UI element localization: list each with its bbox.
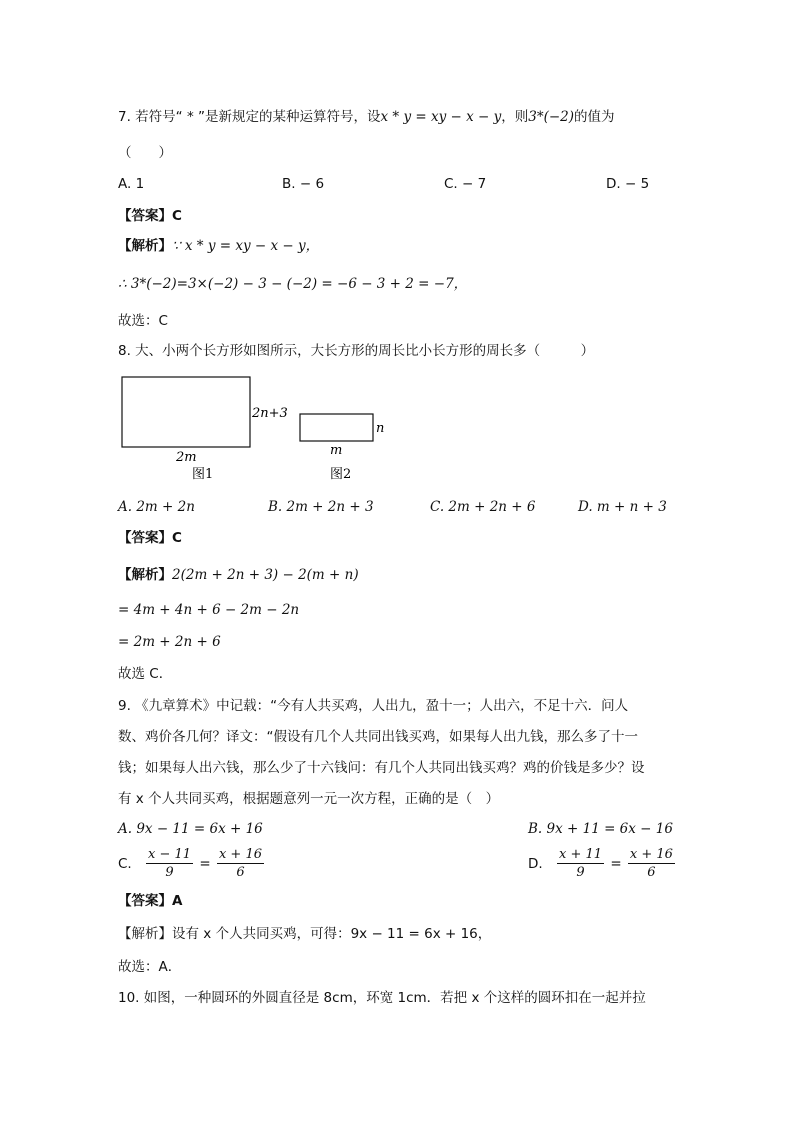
q8-option-c xyxy=(430,497,535,517)
q7-option-c: C. − 7 xyxy=(444,176,487,192)
q9-option-b: B. 9x + 11 = 6x − 16 xyxy=(528,821,673,837)
fraction-numerator: x + 16 xyxy=(218,847,262,862)
big-bottom-label: 2m xyxy=(176,450,197,465)
q8-analysis-label: 【解析】 xyxy=(118,567,172,583)
q7-stem-expr: x * y = xy − x − y xyxy=(380,109,502,125)
q9-line-1: 9. 《九章算术》中记载：“今有人共买鸡，人出九，盈十一；人出六，不足十六．问人 xyxy=(118,698,629,714)
equals-sign: = xyxy=(199,855,211,872)
small-caption: 图2 xyxy=(330,467,352,482)
fraction-denominator: 9 xyxy=(165,865,174,880)
fraction-denominator: 9 xyxy=(576,865,585,880)
q8-option-c-text: C. 2m + 2n + 6 xyxy=(430,499,536,515)
q8-answer: 【答案】C xyxy=(118,530,182,546)
q7-option-a: A. 1 xyxy=(118,176,145,192)
q7-option-b: B. − 6 xyxy=(282,176,325,192)
fraction-numerator: x − 11 xyxy=(148,847,192,862)
q8-option-d xyxy=(578,497,667,517)
q8-figure xyxy=(116,372,416,482)
q8-analysis-1 xyxy=(118,565,359,585)
q7-answer: 【答案】C xyxy=(118,208,182,224)
q7-analysis-label: 【解析】 xyxy=(118,238,172,254)
q9-option-c-right-fraction xyxy=(217,846,264,881)
q9-option-d-label: D. xyxy=(528,855,543,872)
q7-analysis-2: ∴ 3*(−2)=3×(−2) − 3 − (−2) = −6 − 3 + 2 = −7， xyxy=(118,276,468,292)
q8-stem: 8. 大、小两个长方形如图所示，大长方形的周长比小长方形的周长多（ ） xyxy=(118,343,595,359)
q7-analysis-1 xyxy=(118,236,319,256)
q7-paren: （ ） xyxy=(118,145,172,161)
small-bottom-label: m xyxy=(330,443,343,458)
q7-stem-suffix: 的值为 xyxy=(574,109,615,125)
q9-line-3: 钱；如果每人出六钱，那么少了十六钱问：有几个人共同出钱买鸡？鸡的价钱是多少？设 xyxy=(118,760,645,776)
q8-option-d-text: D. m + n + 3 xyxy=(578,499,667,515)
big-caption: 图1 xyxy=(192,467,214,482)
q9-line-4: 有 x 个人共同买鸡，根据题意列一元一次方程，正确的是（ ） xyxy=(118,791,500,807)
q9-line-2: 数、鸡价各几何？译文：“假设有几个人共同出钱买鸡，如果每人出九钱，那么多了十一 xyxy=(118,729,638,745)
q8-analysis-3: = 2m + 2n + 6 xyxy=(118,634,221,650)
q7-stem xyxy=(118,107,615,127)
q9-conclusion: 故选：A． xyxy=(118,959,182,975)
q10-line-1: 10. 如图，一种圆环的外圆直径是 8cm，环宽 1cm．若把 x 个这样的圆环扣在一起并拉 xyxy=(118,990,646,1006)
small-side-label: n xyxy=(376,421,385,436)
q8-analysis-expr: 2(2m + 2n + 3) − 2(m + n) xyxy=(172,567,359,583)
q7-analysis-expr: ∵ x * y = xy − x − y， xyxy=(172,238,320,254)
q9-option-c-left-fraction xyxy=(146,846,193,881)
q9-option-d-left-fraction xyxy=(557,846,604,881)
q8-option-b-text: B. 2m + 2n + 3 xyxy=(268,499,374,515)
q9-option-c xyxy=(118,846,264,881)
q7-option-d: D. − 5 xyxy=(606,176,650,192)
q9-option-d-right-fraction xyxy=(628,846,675,881)
q7-stem-prefix: 7. 若符号“ * ”是新规定的某种运算符号，设 xyxy=(118,109,381,125)
big-side-label: 2n+3 xyxy=(252,406,288,421)
q9-option-d xyxy=(528,846,675,881)
fraction-numerator: x + 11 xyxy=(558,847,603,862)
q8-analysis-2: = 4m + 4n + 6 − 2m − 2n xyxy=(118,602,300,618)
big-rectangle xyxy=(122,377,250,447)
q8-option-a-text: A. 2m + 2n xyxy=(118,499,195,515)
fraction-numerator: x + 16 xyxy=(629,847,673,862)
q7-stem-mid: ，则 xyxy=(501,109,529,125)
fraction-denominator: 6 xyxy=(647,865,656,880)
q7-conclusion: 故选：C xyxy=(118,313,168,329)
q8-conclusion: 故选 C． xyxy=(118,666,173,682)
equals-sign: = xyxy=(610,855,622,872)
q9-option-a: A. 9x − 11 = 6x + 16 xyxy=(118,821,263,837)
q7-stem-expr2: 3*(−2) xyxy=(528,109,575,125)
q9-analysis: 【解析】设有 x 个人共同买鸡，可得：9x − 11 = 6x + 16， xyxy=(118,926,492,942)
q8-option-b xyxy=(268,497,374,517)
q9-option-c-label: C. xyxy=(118,855,132,872)
q9-answer: 【答案】A xyxy=(118,893,183,909)
q8-option-a xyxy=(118,497,195,517)
small-rectangle xyxy=(300,414,373,441)
fraction-denominator: 6 xyxy=(236,865,245,880)
